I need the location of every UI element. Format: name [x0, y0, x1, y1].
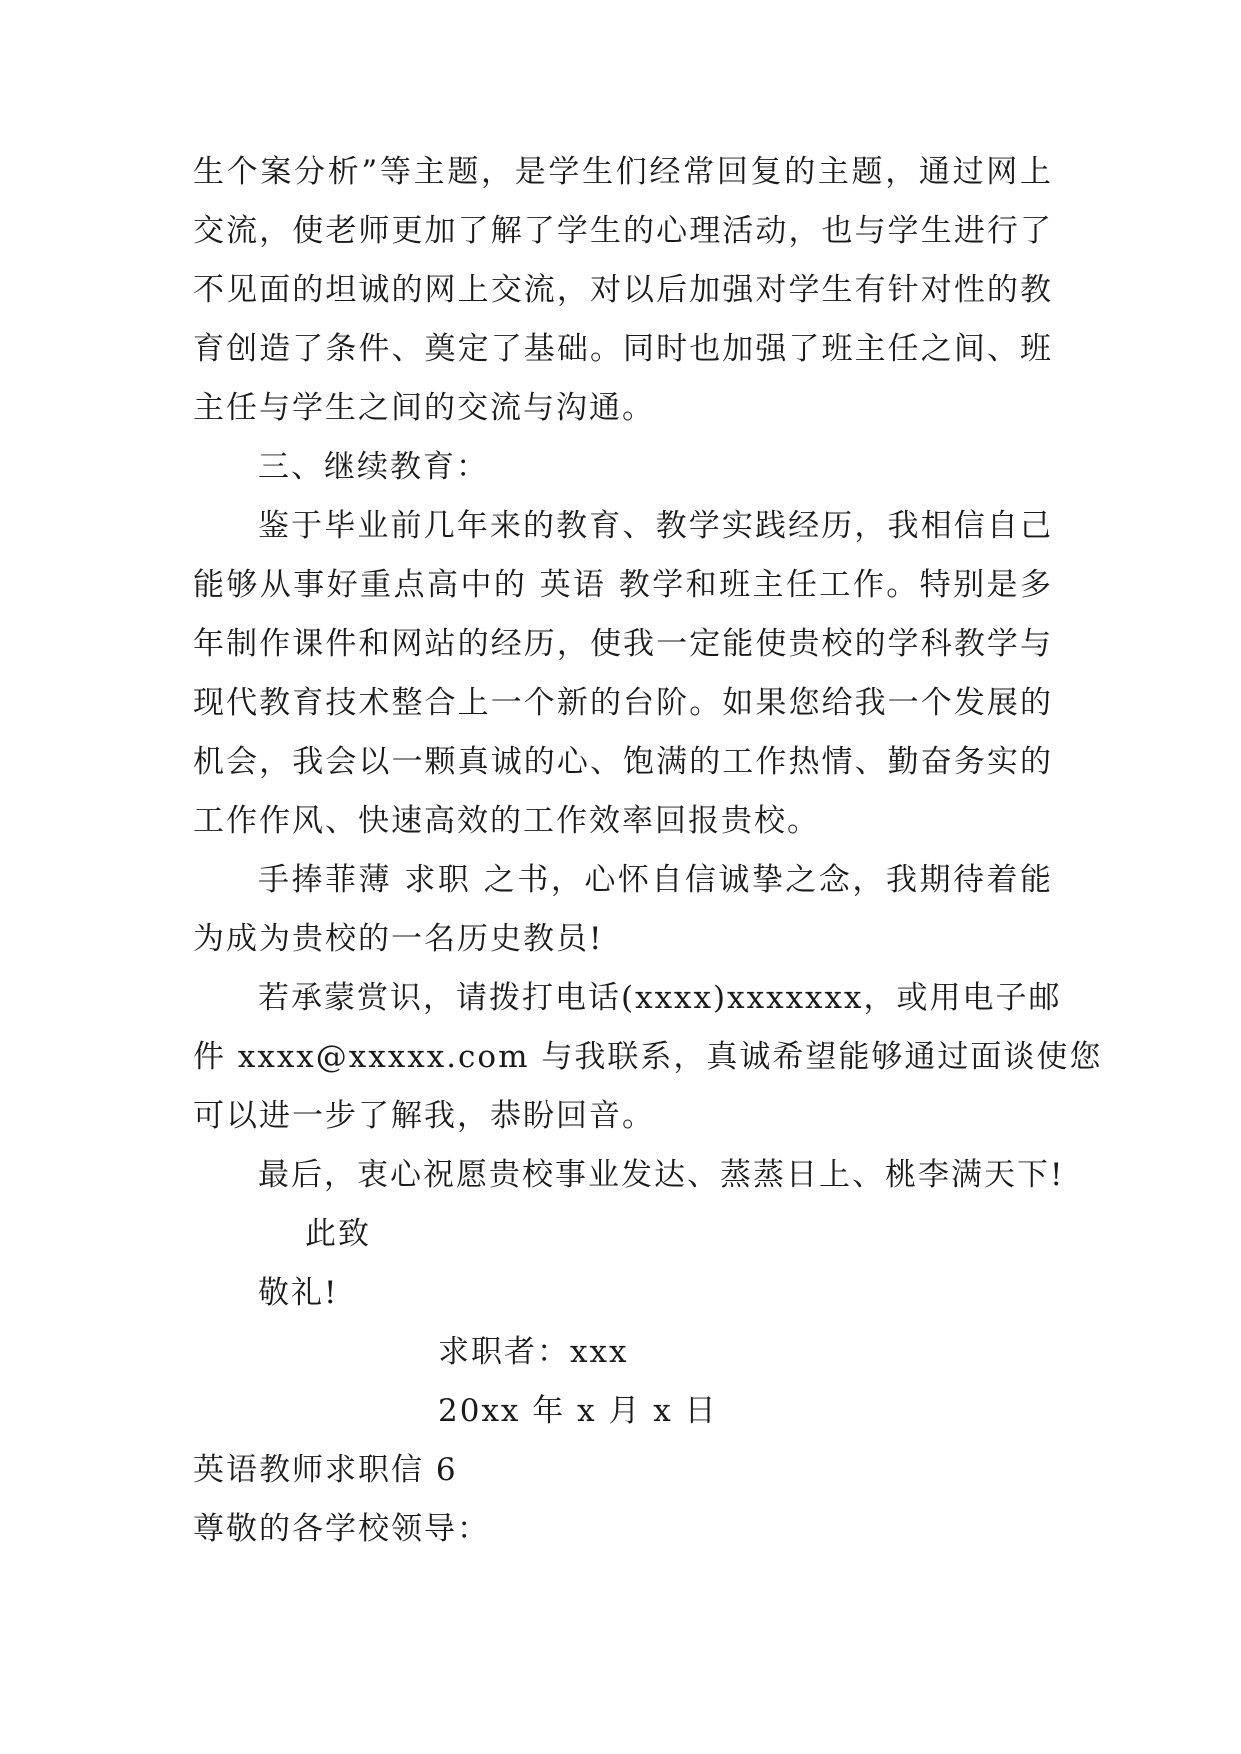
text-line: 能够从事好重点高中的 英语 教学和班主任工作。特别是多 [193, 567, 1053, 603]
text-line: 生个案分析”等主题，是学生们经常回复的主题，通过网上 [193, 154, 1053, 190]
text-line: 机会，我会以一颗真诚的心、饱满的工作热情、勤奋务实的 [193, 744, 1053, 780]
text-line: 件 xxxx@xxxxx.com 与我联系，真诚希望能够通过面谈使您 [193, 1039, 1103, 1075]
signature-applicant: 求职者：xxx [438, 1334, 629, 1370]
text-line: 为成为贵校的一名历史教员! [193, 921, 604, 957]
text-line: 育创造了条件、奠定了基础。同时也加强了班主任之间、班 [193, 331, 1053, 367]
text-line: 可以进一步了解我，恭盼回音。 [193, 1098, 655, 1134]
letter-title: 英语教师求职信 6 [193, 1452, 458, 1488]
text-line: 最后，衷心祝愿贵校事业发达、蒸蒸日上、桃李满天下! [258, 1157, 1065, 1193]
closing-respect: 敬礼! [258, 1275, 339, 1311]
text-line: 不见面的坦诚的网上交流，对以后加强对学生有针对性的教 [193, 272, 1053, 308]
text-line: 主任与学生之间的交流与沟通。 [193, 390, 655, 426]
text-line: 现代教育技术整合上一个新的台阶。如果您给我一个发展的 [193, 685, 1053, 721]
text-line: 若承蒙赏识，请拨打电话(xxxx)xxxxxxx，或用电子邮 [258, 980, 1062, 1016]
text-line: 工作作风、快速高效的工作效率回报贵校。 [193, 803, 820, 839]
signature-date: 20xx 年 x 月 x 日 [438, 1393, 718, 1429]
section-heading: 三、继续教育： [258, 449, 489, 485]
letter-greeting: 尊敬的各学校领导： [193, 1511, 490, 1547]
text-line: 年制作课件和网站的经历，使我一定能使贵校的学科教学与 [193, 626, 1053, 662]
text-line: 鉴于毕业前几年来的教育、教学实践经历，我相信自己 [258, 508, 1053, 544]
text-line: 交流，使老师更加了解了学生的心理活动，也与学生进行了 [193, 213, 1053, 249]
closing-salutation: 此致 [305, 1216, 371, 1252]
text-line: 手捧菲薄 求职 之书，心怀自信诚挚之念，我期待着能 [258, 862, 1053, 898]
